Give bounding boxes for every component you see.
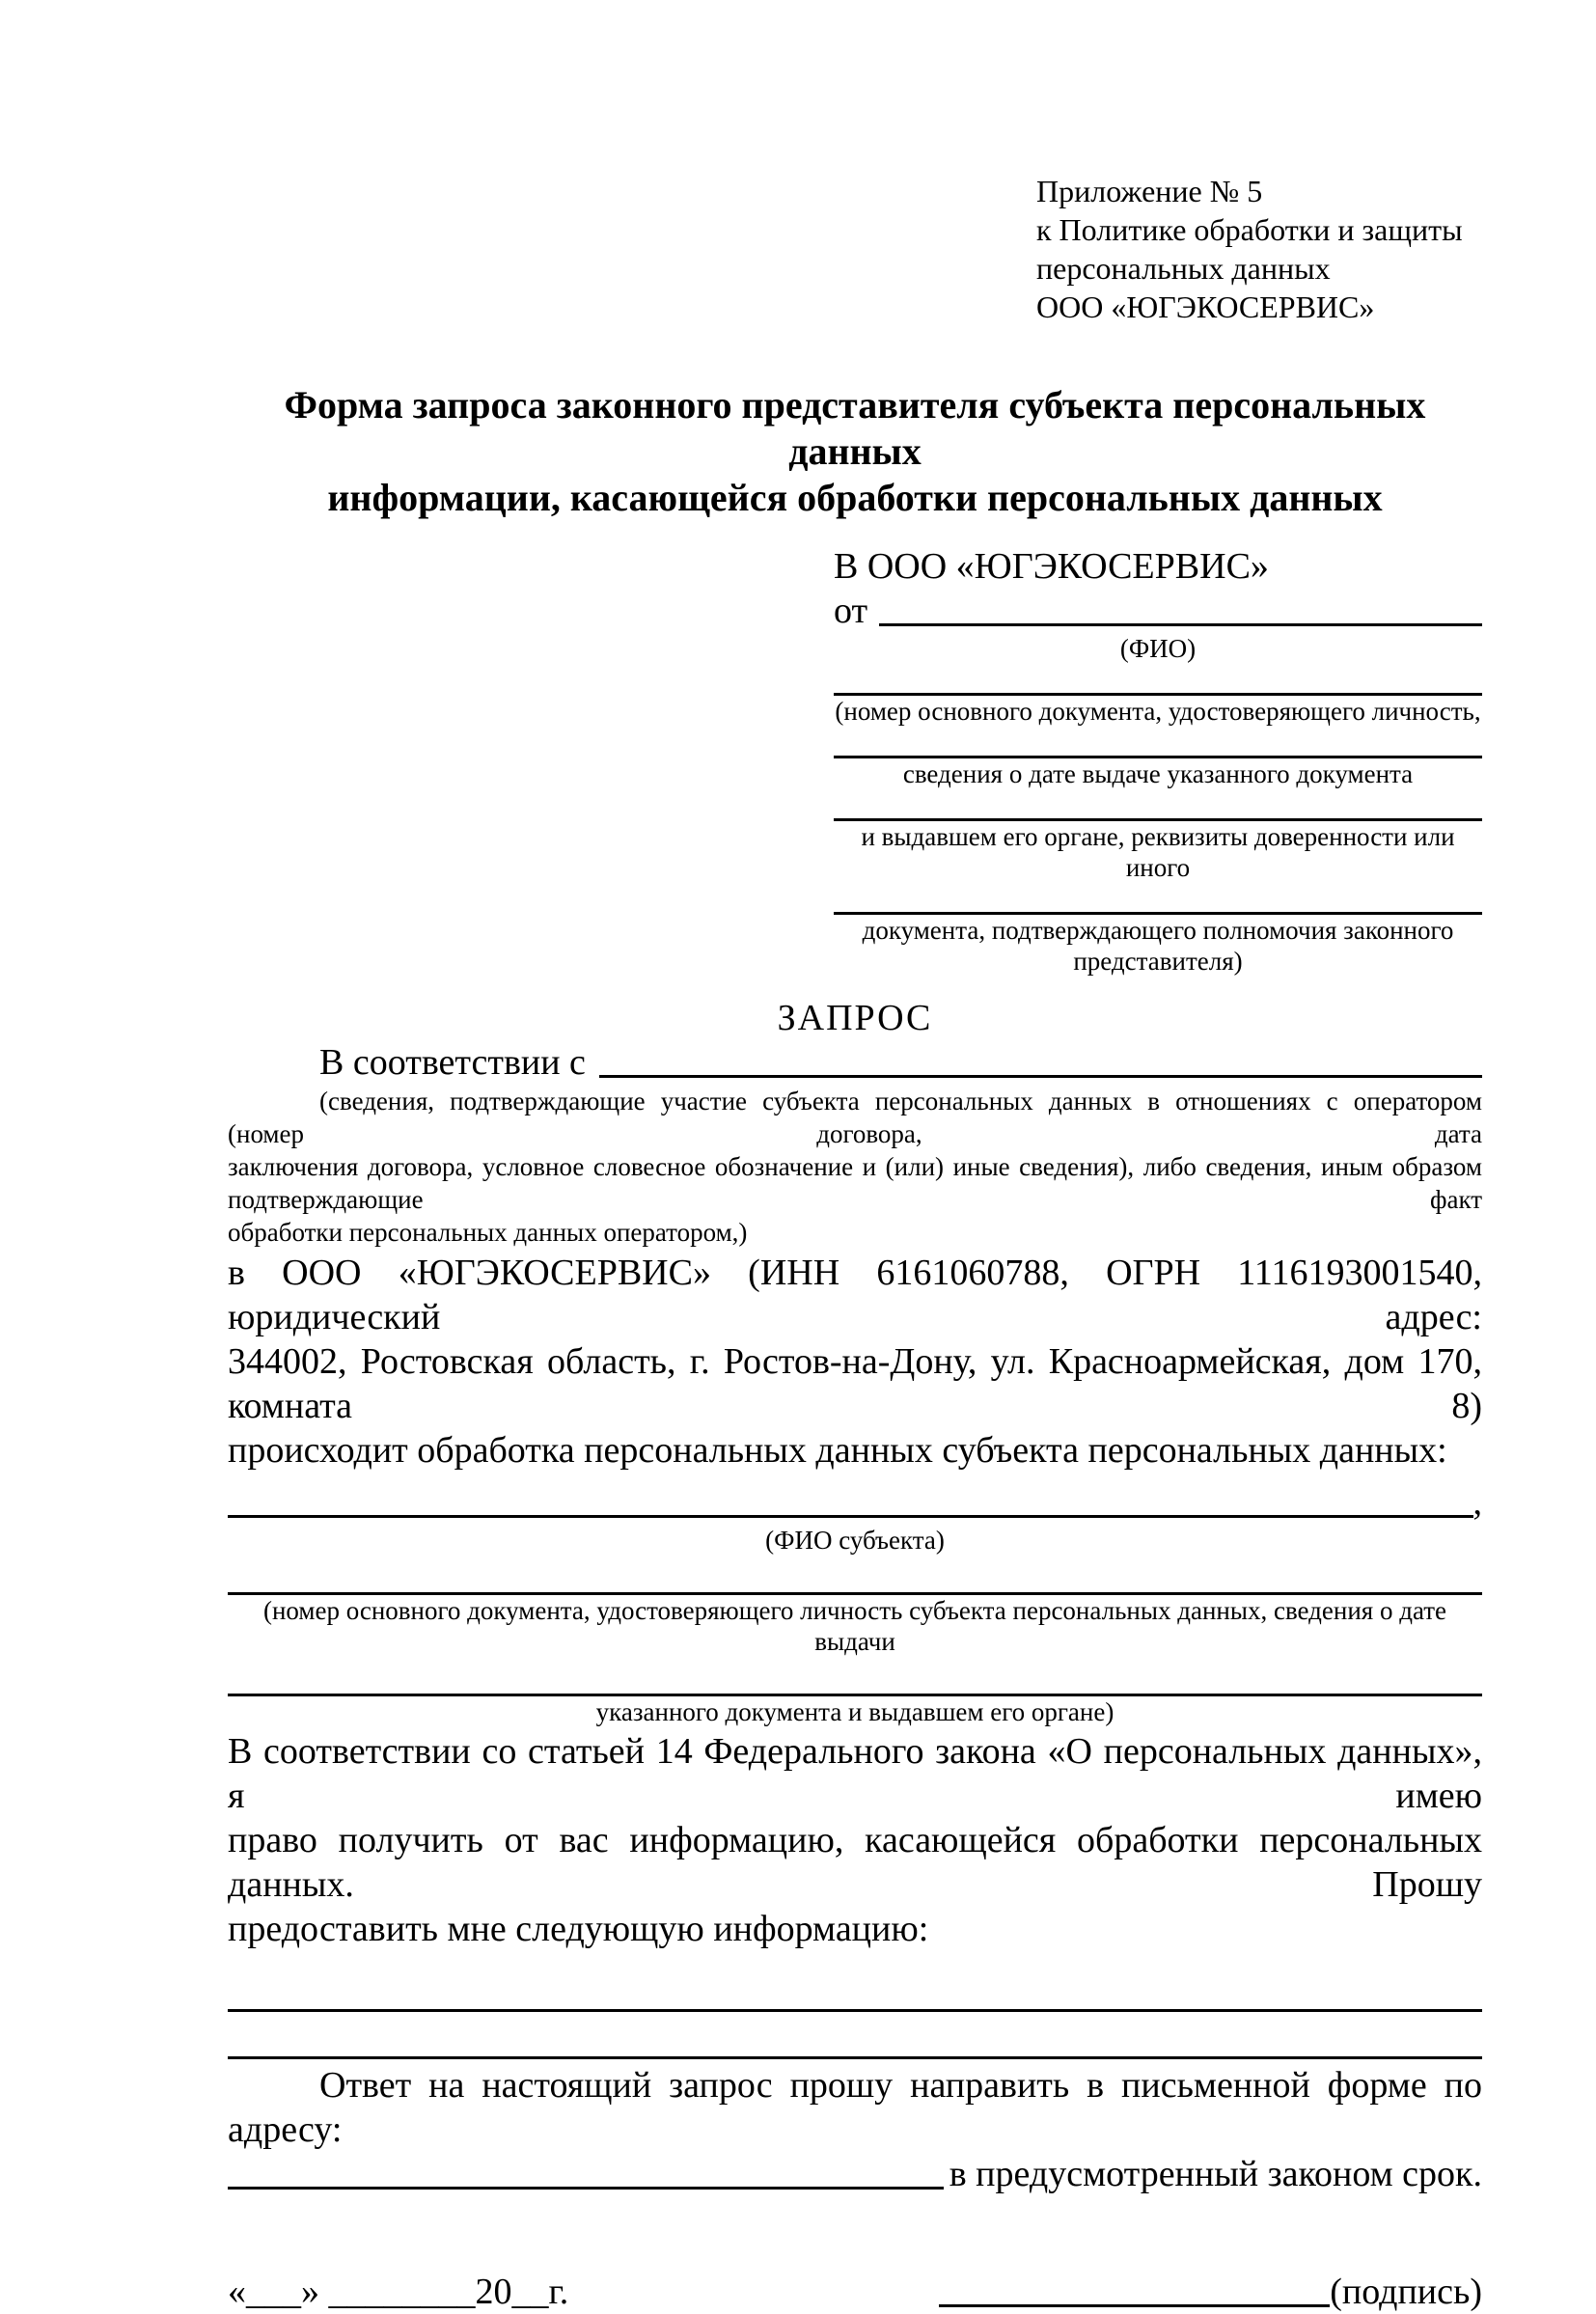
addressee-caption-4: документа, подтверждающего полномочия законного представителя) [862,916,1454,976]
answer-address-line [228,2187,944,2190]
from-row [834,589,1482,633]
form-title-line-1: Форма запроса законного представителя субъекта персональных данных [284,383,1426,473]
subject-doc-line-1 [228,1556,1482,1595]
intro-caption-line-1: (сведения, подтверждающие участие субъекта персональных данных в отношениях с оператором (номер договора, дата [228,1087,1482,1148]
answer-row [228,2152,1482,2196]
info-blank-line-2 [228,2012,1482,2059]
law-paragraph-line-3: предоставить мне следующую информацию: [228,1909,929,1949]
subject-doc-caption-1: (номер основного документа, удостоверяющего личность субъекта персональных данных, сведения о дате выдачи [262,1596,1447,1656]
fio-caption: (ФИО) [1119,634,1197,663]
form-title-line-2: информации, касающейся обработки персональных данных [327,476,1383,519]
request-heading: ЗАПРОС [777,998,933,1038]
addressee-blank-line-1 [834,664,1482,696]
subject-fio-row [228,1480,1482,1525]
addressee-caption-2: сведения о дате выдаче указанного документа [902,759,1414,788]
addressee-blank-line-3 [834,789,1482,821]
law-paragraph-line-1: В соответствии со статьей 14 Федерального закона «О персональных данных», я имею [228,1731,1482,1816]
intro-caption-line-2: заключения договора, условное словесное обозначение и (или) иные сведения), либо сведения, иным образом подтверждающие факт [228,1152,1482,1214]
addressee-caption-3: и выдавшем его органе, реквизиты доверенности или иного [861,822,1455,882]
intro-lead: В соответствии с [319,1042,586,1083]
subject-fio-line [228,1515,1473,1518]
addressee-blank-line-4 [834,883,1482,915]
annex-line-3: персональных данных [1036,251,1331,286]
intro-blank-line [599,1075,1482,1078]
subject-line-comma: , [1472,1482,1482,1523]
law-paragraph-line-2: право получить от вас информацию, касающейся обработки персональных данных. Прошу [228,1820,1482,1905]
info-blank-line-1 [228,1951,1482,2012]
annex-line-4: ООО «ЮГЭКОСЕРВИС» [1036,289,1375,324]
addressee-caption-1: (номер основного документа, удостоверяющего личность, [835,697,1481,726]
annex-header [1036,172,1482,326]
addressee-org: В ООО «ЮГЭКОСЕРВИС» [834,546,1269,587]
operator-paragraph-line-3: происходит обработка персональных данных субъекта персональных данных: [228,1430,1447,1471]
answer-line-2: в предусмотренный законом срок. [949,2154,1482,2194]
intro-caption-line-3: обработки персональных данных оператором,) [228,1218,748,1247]
intro-caption [228,1085,1482,1249]
annex-line-1: Приложение № 5 [1036,174,1263,208]
operator-paragraph-line-2: 344002, Ростовская область, г. Ростов-на-Дону, ул. Красноармейская, дом 170, комната 8) [228,1341,1482,1426]
signature-line [939,2304,1330,2307]
fio-blank-line [879,623,1482,626]
signature-caption: (подпись) [1330,2272,1482,2312]
operator-paragraph-line-1: в ООО «ЮГЭКОСЕРВИС» (ИНН 6161060788, ОГРН 1116193001540, юридический адрес: [228,1253,1482,1337]
date-blank-line: «___» ________20__г. [228,2272,569,2312]
intro-row [228,1040,1482,1085]
subject-doc-caption-2: указанного документа и выдавшем его органе) [595,1697,1114,1726]
from-label: от [834,591,868,631]
annex-line-2: к Политике обработки и защиты [1036,212,1463,247]
answer-line-1: Ответ на настоящий запрос прошу направить в письменной форме по адресу: [228,2065,1482,2150]
subject-doc-line-2 [228,1657,1482,1696]
addressee-block [834,544,1482,977]
subject-fio-caption: (ФИО субъекта) [765,1526,945,1555]
form-title [228,382,1482,521]
addressee-blank-line-2 [834,727,1482,758]
footer-row [228,2270,1482,2314]
operator-paragraph [228,1251,1482,1473]
law-paragraph [228,1729,1482,1951]
